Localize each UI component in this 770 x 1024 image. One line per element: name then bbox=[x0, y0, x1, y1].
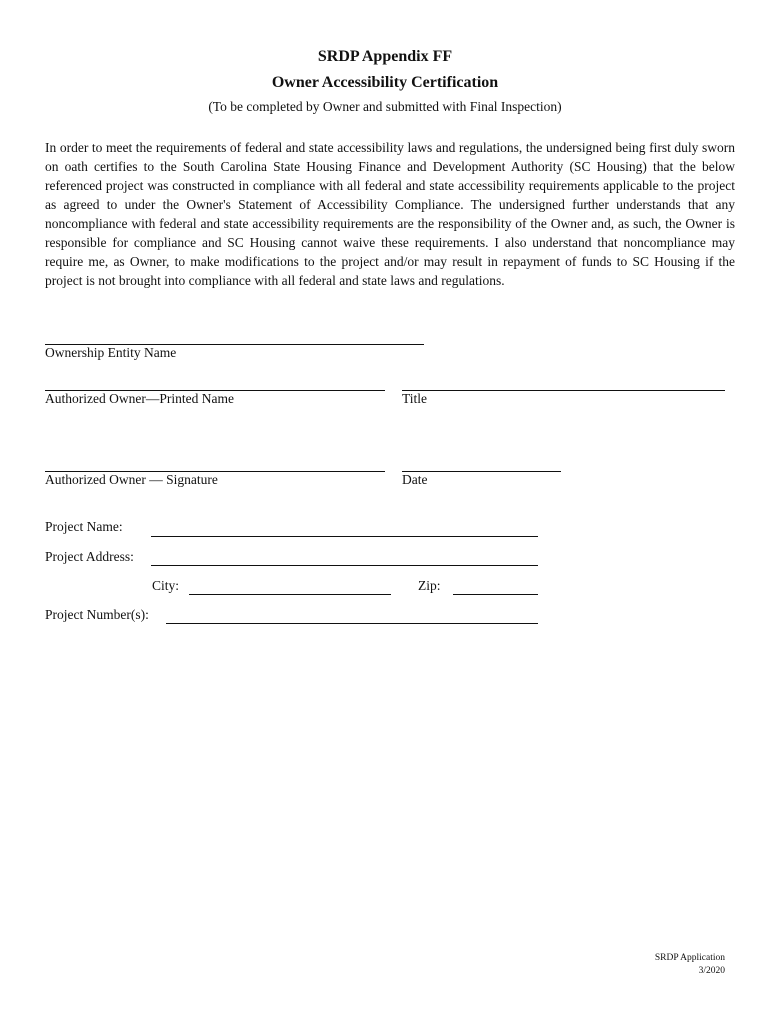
zip-field[interactable] bbox=[453, 594, 538, 595]
certification-paragraph: In order to meet the requirements of federal and state accessibility laws and regulations, the undersigned being first duly sworn on oath certifies to the South Carolina State Housing Finance and Development Authority (SC Housing) that the below referenced project was constructed in compliance with all federal and state accessibility requirements applicable to the project as agreed to under the Owner's Statement of Accessibility Compliance. The undersigned further understands that any noncompliance with federal and state accessibility requirements are the responsibility of the Owner and, as such, the Owner is responsible for compliance and SC Housing cannot waive these requirements. I also understand that noncompliance may require me, as Owner, to make modifications to the project and/or may result in repayment of funds to SC Housing if the project is not brought into compliance with all federal and state laws and regulations. bbox=[45, 140, 735, 288]
footer-revision-date: 3/2020 bbox=[698, 966, 725, 976]
instruction-note: (To be completed by Owner and submitted with Final Inspection) bbox=[208, 99, 562, 114]
project-number-field[interactable] bbox=[166, 623, 538, 624]
date-label: Date bbox=[402, 472, 428, 487]
signature-label: Authorized Owner — Signature bbox=[45, 472, 218, 487]
project-name-label: Project Name: bbox=[45, 519, 123, 534]
zip-label: Zip: bbox=[418, 578, 441, 593]
ownership-entity-label: Ownership Entity Name bbox=[45, 345, 177, 360]
document-title: SRDP Appendix FF bbox=[317, 48, 453, 65]
project-address-label: Project Address: bbox=[45, 549, 134, 564]
title-label: Title bbox=[402, 391, 428, 406]
title-field[interactable] bbox=[402, 390, 725, 391]
document-subtitle-heading: Owner Accessibility Certification bbox=[271, 74, 499, 91]
project-address-field[interactable] bbox=[151, 565, 538, 566]
footer-form-name: SRDP Application bbox=[654, 953, 725, 963]
page-footer bbox=[655, 952, 725, 978]
city-field[interactable] bbox=[189, 594, 391, 595]
printed-name-label: Authorized Owner—Printed Name bbox=[45, 391, 234, 406]
city-label: City: bbox=[152, 578, 180, 593]
project-number-label: Project Number(s): bbox=[45, 607, 149, 622]
project-name-field[interactable] bbox=[151, 536, 538, 537]
